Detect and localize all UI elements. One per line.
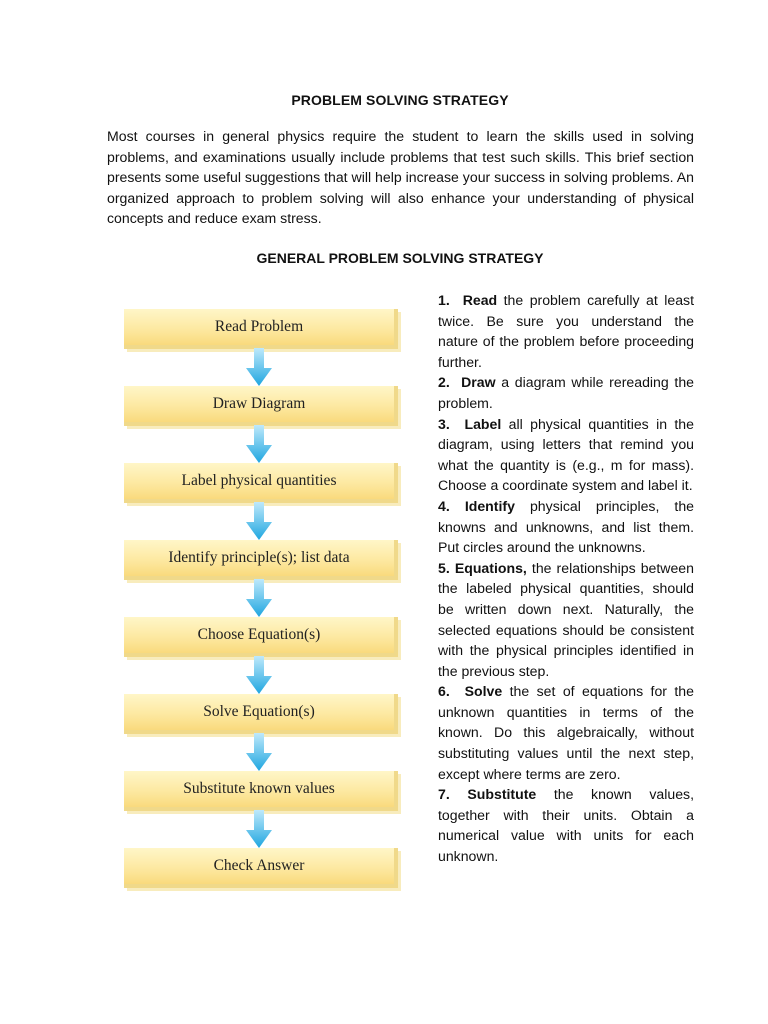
- step-number: 1.: [438, 292, 450, 308]
- step-number: 7.: [438, 786, 450, 803]
- step-text: the set of equations for the unknown quantities in terms of the known. Do this algebraically, without substituting values until the next step, except where terms are zero.: [438, 683, 694, 782]
- step-text: the relationships between the labeled physical quantities, should be written down next. Naturally, the selected equations should be consistent with the physical principles identified in the previous step.: [438, 559, 694, 679]
- step-lead: Solve: [464, 683, 503, 700]
- flow-step-read-problem: Read Problem: [124, 309, 398, 349]
- down-arrow-icon: [246, 810, 272, 848]
- flow-step-check-answer: Check Answer: [124, 848, 398, 888]
- section-title: GENERAL PROBLEM SOLVING STRATEGY: [256, 250, 544, 266]
- step-item: [438, 496, 694, 558]
- step-text: physical principles, the knowns and unknowns, and list them. Put circles around the unknowns.: [438, 497, 694, 556]
- step-item: [438, 372, 694, 413]
- step-lead: Identify: [464, 497, 515, 514]
- down-arrow-icon: [246, 579, 272, 617]
- step-item: [438, 290, 694, 372]
- step-text: all physical quantities in the diagram, using letters that remind you what the quantity is (e.g., m for mass). Choose a coordinate system and label it.: [438, 415, 694, 494]
- step-lead: Equations,: [454, 559, 527, 576]
- step-item: [438, 414, 694, 496]
- flow-step-draw-diagram: Draw Diagram: [124, 386, 398, 426]
- flow-step-identify-principles: Identify principle(s); list data: [124, 540, 398, 580]
- step-item: [438, 784, 694, 866]
- down-arrow-icon: [246, 348, 272, 386]
- flowchart: [124, 309, 406, 909]
- steps-list: [438, 290, 694, 867]
- intro-paragraph: Most courses in general physics require the student to learn the skills used in solving problems, and examinations usually include problems that test such skills. This brief section presents some useful suggestions that will help increase your success in solving problems. An organized approach to problem solving will also enhance your understanding of physical concepts and reduce exam stress.: [107, 128, 694, 226]
- flow-step-substitute-values: Substitute known values: [124, 771, 398, 811]
- step-text: the known values, together with their units. Obtain a numerical value with units for each unknown.: [438, 786, 694, 865]
- step-text: a diagram while rereading the problem.: [438, 374, 694, 411]
- flow-step-solve-equations: Solve Equation(s): [124, 694, 398, 734]
- step-lead: Substitute: [467, 786, 537, 803]
- down-arrow-icon: [246, 656, 272, 694]
- step-item: [438, 681, 694, 784]
- step-lead: Read: [462, 292, 498, 308]
- step-lead: Draw: [461, 374, 496, 391]
- step-item: [438, 558, 694, 682]
- down-arrow-icon: [246, 425, 272, 463]
- down-arrow-icon: [246, 502, 272, 540]
- step-number: 5.: [438, 559, 450, 576]
- down-arrow-icon: [246, 733, 272, 771]
- document-title: PROBLEM SOLVING STRATEGY: [291, 92, 509, 108]
- step-number: 4.: [438, 497, 450, 514]
- step-lead: Label: [464, 415, 502, 432]
- step-number: 2.: [438, 374, 450, 391]
- flow-step-choose-equations: Choose Equation(s): [124, 617, 398, 657]
- step-number: 6.: [438, 683, 450, 700]
- step-text: the problem carefully at least twice. Be sure you understand the nature of the problem before proceeding further.: [438, 292, 694, 370]
- step-number: 3.: [438, 415, 450, 432]
- flow-step-label-quantities: Label physical quantities: [124, 463, 398, 503]
